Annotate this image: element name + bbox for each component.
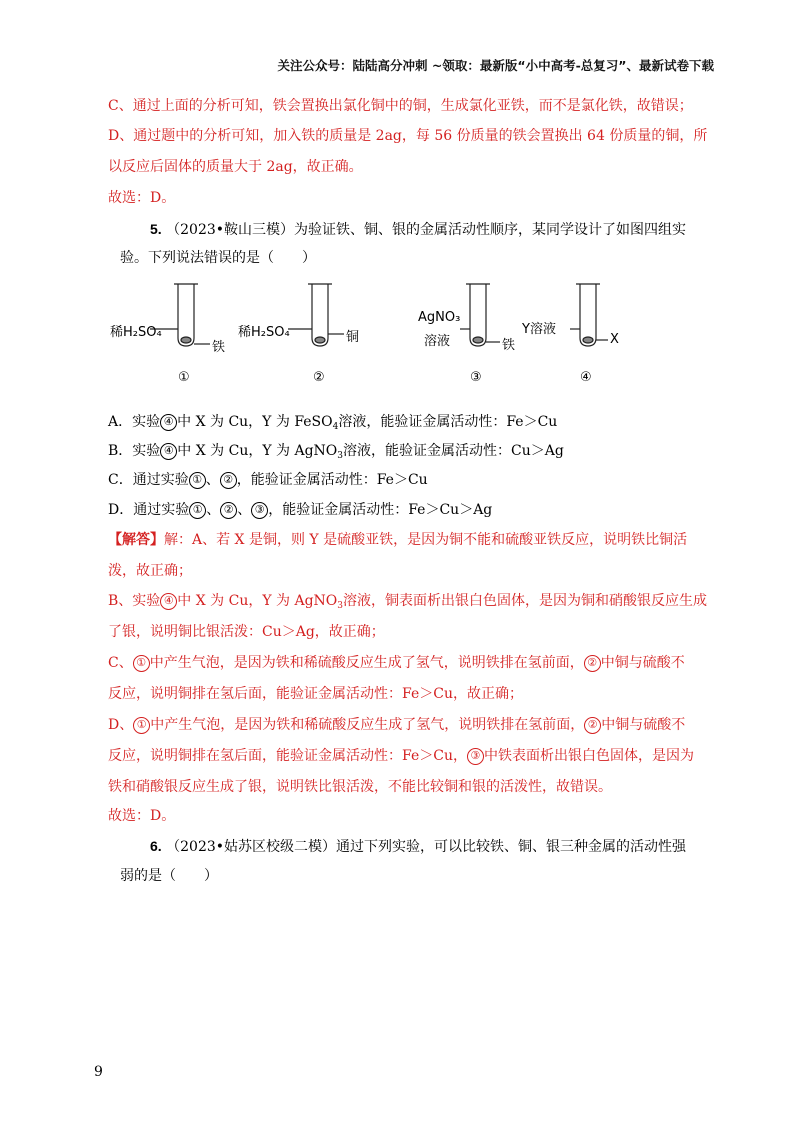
prev-answer-c: C、通过上面的分析可知，铁会置换出氯化铜中的铜，生成氯化亚铁，而不是氯化铁，故错误； [108,98,693,114]
q5-option-b: B．实验 ④ 中 X 为 Cu，Y 为 AgNO$_3$溶液，能验证金属活动性：Cu＞Ag [108,443,564,461]
q5-answer-d-line2: 反应，说明铜排在氢后面，能验证金属活动性：Fe＞Cu， ③ 中铁表面析出银白色固体，是因为 [108,748,694,764]
answer-tag: 【解答】 [108,532,164,548]
q5-answer-c-line2: 反应，说明铜排在氢后面，能验证金属活动性：Fe＞Cu，故正确； [108,686,523,702]
tube1-mark: ① [178,370,190,385]
tube1-liquid-label: 稀H₂SO₄ [110,325,162,340]
circled-number: ② [220,472,237,489]
tube4-metal-label: X [610,332,619,347]
prev-answer-d-line1: D、通过题中的分析可知，加入铁的质量是 2ag，每 56 份质量的铁会置换出 64 份质量的铜，所 [108,128,708,144]
circled-number: ④ [160,593,177,610]
circled-number: ① [189,472,206,489]
tube3-liquid-label-b: 溶液 [424,334,451,349]
q5-stem-line2: 验。下列说法错误的是（ ） [120,250,316,266]
q5-number: 5. [150,221,162,237]
circled-number: ③ [467,748,484,765]
prev-answer-d-line2: 以反应后固体的质量大于 2ag，故正确。 [108,159,363,175]
tube3-metal-label: 铁 [502,338,516,353]
circled-number: ③ [251,502,268,519]
q6-number: 6. [150,838,162,854]
experiment-figure [108,278,628,393]
q5-answer-a-line1: 【解答】解：A、若 X 是铜，则 Y 是硫酸亚铁，是因为铜不能和硫酸亚铁反应，说明铁比铜活 [108,532,688,548]
q5-option-a: A．实验 ④ 中 X 为 Cu，Y 为 FeSO$_4$溶液，能验证金属活动性：Fe＞Cu [108,414,558,432]
page-number: 9 [94,1064,103,1080]
q5-option-d: D．通过实验 ① 、 ② 、 ③ ，能验证金属活动性：Fe＞Cu＞Ag [108,502,493,518]
circled-number: ① [133,655,150,672]
prev-answer-choice: 故选：D。 [108,190,176,206]
tube3-liquid-label-a: AgNO₃ [418,310,461,325]
page-header: 关注公众号：陆陆高分冲刺 ~领取：最新版“小中高考-总复习”、最新试卷下载 [277,58,714,73]
circled-number: ④ [160,414,177,431]
circled-number: ② [584,655,601,672]
q6-stem-line2: 弱的是（ ） [120,868,218,884]
q5-answer-c-line1: C、 ① 中产生气泡，是因为铁和稀硫酸反应生成了氢气，说明铁排在氢前面， ② 中铜与硫酸不 [108,655,685,671]
circled-number: ① [189,502,206,519]
circled-number: ② [220,502,237,519]
tube2-metal-label: 铜 [346,330,360,345]
circled-number: ④ [160,443,177,460]
tube4-liquid-label: Y溶液 [522,322,556,337]
tube3-mark: ③ [470,370,482,385]
tube2-liquid-label: 稀H₂SO₄ [238,325,290,340]
q6-stem-line1 [150,836,686,857]
q5-answer-choice: 故选：D。 [108,808,176,824]
circled-number: ① [133,717,150,734]
q5-stem-line1 [150,219,686,240]
tube2-mark: ② [313,370,325,385]
q6-stem-text: （2023•姑苏区校级二模）通过下列实验，可以比较铁、铜、银三种金属的活动性强 [166,839,687,855]
circled-number: ② [584,717,601,734]
q5-answer-d-line3: 铁和硝酸银反应生成了银，说明铁比银活泼，不能比较铜和银的活泼性，故错误。 [108,779,612,795]
q5-answer-b-line1: B、实验 ④ 中 X 为 Cu，Y 为 AgNO$_3$溶液，铜表面析出银白色固体，是因为铜和硝酸银反应生成 [108,593,708,611]
q5-stem-text: （2023•鞍山三模）为验证铁、铜、银的金属活动性顺序，某同学设计了如图四组实 [166,222,687,238]
q5-answer-d-line1: D、 ① 中产生气泡，是因为铁和稀硫酸反应生成了氢气，说明铁排在氢前面， ② 中铜与硫酸不 [108,717,686,733]
q5-answer-b-line2: 了银，说明铜比银活泼：Cu＞Ag，故正确； [108,624,385,640]
q5-option-c: C．通过实验 ① 、 ② ，能验证金属活动性：Fe＞Cu [108,472,428,488]
tube4-mark: ④ [580,370,592,385]
q5-answer-a-line2: 泼，故正确； [108,563,192,579]
tube1-metal-label: 铁 [212,340,226,355]
